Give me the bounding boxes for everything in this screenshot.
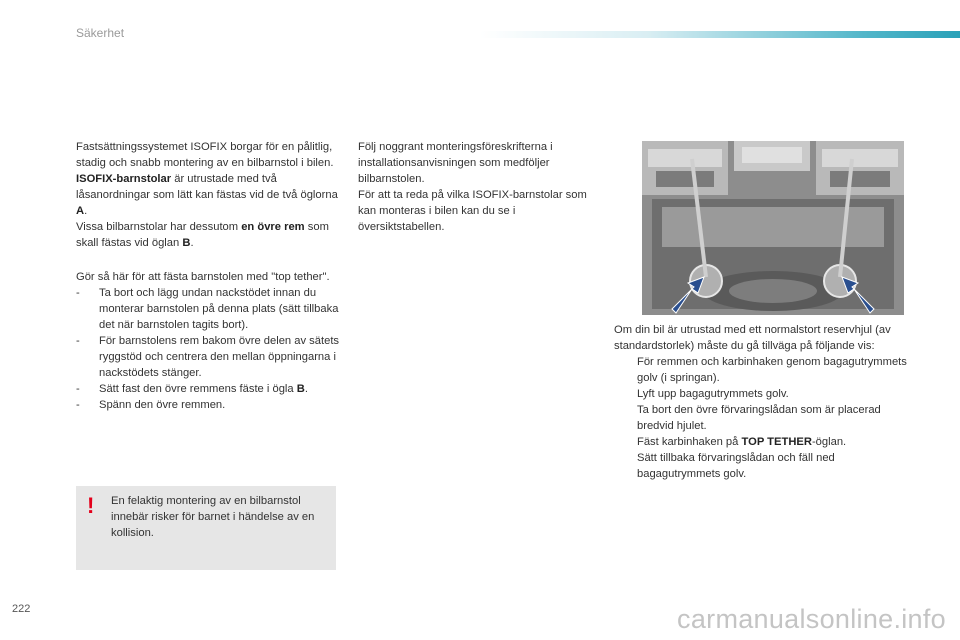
spare-wheel-intro: Om din bil är utrustad med ett normalstort reservhjul (av standardstorlek) måste du gå tillväga på följande vis: — [614, 324, 891, 352]
list-item — [76, 285, 346, 333]
dash-marker: - — [76, 383, 80, 395]
isofix-seats-paragraph — [76, 171, 346, 219]
isofix-intro: Fastsättningssystemet ISOFIX borgar för en pålitlig, stadig och snabb montering av en bilbarnstol i bilen. — [76, 141, 334, 169]
overview-paragraph: För att ta reda på vilka ISOFIX-barnstolar som kan monteras i bilen kan du se i översiktstabellen. — [358, 189, 587, 233]
warning-text: En felaktig montering av en bilbarnstol innebär risker för barnet i händelse av en kollision. — [111, 495, 315, 539]
spare-wheel-steps — [614, 354, 914, 482]
inset-right-detail — [822, 149, 898, 167]
top-tether-steps — [76, 285, 346, 413]
list-item — [614, 434, 914, 450]
isofix-seats-bold: ISOFIX-barnstolar — [76, 173, 172, 185]
inset-right-shadow — [830, 171, 890, 187]
item-text: Lyft upp bagagutrymmets golv. — [637, 388, 789, 400]
list-item — [76, 397, 346, 413]
exclamation-icon: ! — [87, 493, 95, 518]
step-text-bold: B — [296, 383, 305, 395]
letter-a: A — [76, 205, 85, 217]
step-text-pre: Sätt fast den övre remmens fäste i ögla — [99, 383, 297, 395]
dash-marker: - — [76, 287, 80, 299]
dash-marker: - — [76, 335, 80, 347]
inset-left-shadow — [656, 171, 714, 187]
warning-box — [76, 486, 336, 570]
period: . — [190, 237, 194, 249]
list-item — [614, 386, 914, 402]
section-title: Säkerhet — [76, 26, 125, 40]
item-text: För remmen och karbinhaken genom bagagutrymmets golv (i springan). — [637, 356, 907, 384]
header-accent-bar — [480, 31, 960, 38]
list-item — [614, 402, 914, 434]
trunk-illustration — [642, 141, 904, 315]
item-text-post: -öglan. — [811, 436, 847, 448]
top-tether-intro: Gör så här för att fästa barnstolen med "top tether". — [76, 271, 330, 283]
period: . — [84, 205, 88, 217]
spare-wheel-hub — [729, 279, 817, 303]
upper-strap-post: som skall fästas vid öglan — [76, 221, 329, 249]
page-number: 222 — [12, 603, 31, 615]
upper-strap-bold: en övre rem — [241, 221, 305, 233]
item-text: Sätt tillbaka förvaringslådan och fäll ned bagagutrymmets golv. — [637, 452, 835, 480]
step-text: Ta bort och lägg undan nackstödet innan du monterar barnstolen på denna plats (sätt tillbaka det när barnstolen tagits bort). — [99, 287, 339, 331]
item-text: Ta bort den övre förvaringslådan som är placerad bredvid hjulet. — [637, 404, 881, 432]
trunk-floor — [662, 207, 884, 247]
inset-middle-detail — [742, 147, 802, 163]
watermark: carmanualsonline.info — [677, 604, 946, 634]
item-text-pre: Fäst karbinhaken på — [637, 436, 742, 448]
dash-marker: - — [76, 399, 80, 411]
column-middle — [358, 139, 598, 235]
instructions-paragraph: Följ noggrant monteringsföreskrifterna i installationsanvisningen som medföljer bilbarnstolen. — [358, 141, 553, 185]
column-right — [614, 322, 914, 482]
isofix-seats-text: är utrustade med två låsanordningar som lätt kan fästas vid de två öglorna — [76, 173, 338, 201]
upper-strap-paragraph — [76, 219, 346, 251]
column-left — [76, 139, 346, 413]
upper-strap-pre: Vissa bilbarnstolar har dessutom — [76, 221, 242, 233]
item-text-bold: TOP TETHER — [741, 436, 812, 448]
step-text: För barnstolens rem bakom övre delen av sätets ryggstöd och centrera den mellan öppningarna i nackstödets stänger. — [99, 335, 340, 379]
list-item — [76, 381, 346, 397]
letter-b: B — [182, 237, 191, 249]
step-text-post: . — [304, 383, 308, 395]
list-item — [614, 450, 914, 482]
list-item — [76, 333, 346, 381]
list-item — [614, 354, 914, 386]
step-text: Spänn den övre remmen. — [99, 399, 226, 411]
inset-left-detail — [648, 149, 722, 167]
